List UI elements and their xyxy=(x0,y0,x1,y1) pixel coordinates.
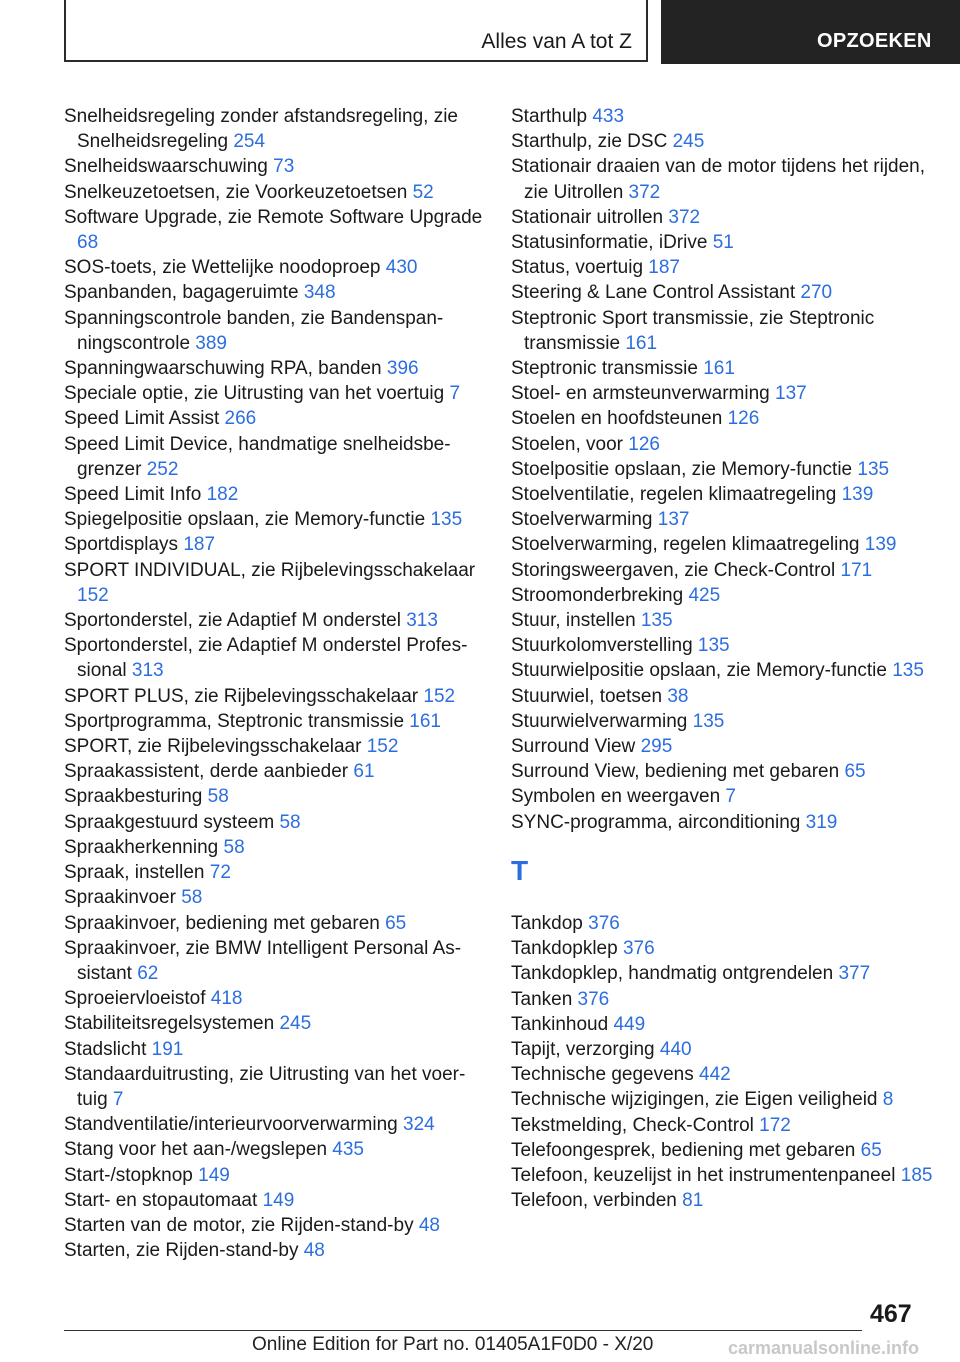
index-entry-text: Stoel- en armsteunverwarming xyxy=(511,383,775,405)
page-reference-link[interactable]: 139 xyxy=(864,534,897,556)
index-entry xyxy=(511,532,941,557)
page-reference-link[interactable]: 376 xyxy=(588,912,620,934)
page-reference-link[interactable]: 58 xyxy=(207,786,229,808)
index-entry xyxy=(64,1112,484,1137)
index-entry xyxy=(511,457,941,482)
index-entry-text: Speciale optie, zie Uitrusting van het voertuig xyxy=(64,383,450,405)
index-entry xyxy=(64,406,484,431)
index-entry-text: Stoelen, voor xyxy=(511,433,629,455)
index-entry-text: Start- en stopautomaat xyxy=(64,1189,263,1211)
index-entry xyxy=(64,860,484,885)
page-reference-link[interactable]: 319 xyxy=(805,811,838,833)
page-reference-link[interactable]: 266 xyxy=(224,408,257,430)
index-entry xyxy=(64,558,484,608)
page-reference-link[interactable]: 152 xyxy=(423,685,456,707)
index-entry-text: Spraakinvoer, zie BMW Intelligent Personal Assistant xyxy=(64,937,462,984)
index-entry-text: SPORT INDIVIDUAL, zie Rijbelevingsschakelaar xyxy=(64,559,476,581)
page-reference-link[interactable]: 135 xyxy=(640,610,673,632)
index-entry-text: Surround View, bediening met gebaren xyxy=(511,761,845,783)
index-entry xyxy=(64,306,484,356)
index-entry xyxy=(64,885,484,910)
index-entry xyxy=(511,558,941,583)
page-reference-link[interactable]: 81 xyxy=(682,1190,704,1212)
index-entry xyxy=(511,154,941,204)
index-entry-text: Spraakinvoer, bediening met gebaren xyxy=(64,912,386,934)
index-entry-text: Sportdisplays xyxy=(64,534,184,556)
index-entry-text: Telefoon, keuzelijst in het instrumentenpaneel xyxy=(511,1164,901,1186)
page-reference-link[interactable]: 372 xyxy=(628,181,661,203)
index-entry xyxy=(511,583,941,608)
index-entry-text: Stadslicht xyxy=(64,1038,152,1060)
index-entry-text: Stuur, instellen xyxy=(511,610,641,632)
page-reference-link[interactable]: 62 xyxy=(137,962,159,984)
index-entry xyxy=(64,784,484,809)
page-reference-link[interactable]: 137 xyxy=(657,509,690,531)
index-entry-text: Tapijt, verzorging xyxy=(511,1038,660,1060)
page-reference-link[interactable]: 440 xyxy=(659,1038,692,1060)
index-entry xyxy=(64,507,484,532)
index-entry-text: Sportprogramma, Steptronic transmissie xyxy=(64,710,410,732)
page-reference-link[interactable]: 182 xyxy=(206,484,239,506)
page-reference-link[interactable]: 58 xyxy=(181,887,203,909)
index-entry xyxy=(64,835,484,860)
page-reference-link[interactable]: 152 xyxy=(77,584,109,606)
index-entry xyxy=(64,280,484,305)
index-entry xyxy=(511,1012,941,1037)
index-entry xyxy=(64,180,484,205)
index-entry-text: Stationair draaien van de motor tijdens het rijden, zie Uitrollen xyxy=(511,156,926,203)
index-entry-text: Stoelverwarming xyxy=(511,509,658,531)
index-entry-text: Stoelverwarming, regelen klimaatregeling xyxy=(511,534,865,556)
page-reference-link[interactable]: 376 xyxy=(622,938,655,960)
index-entry xyxy=(511,709,941,734)
index-entry xyxy=(511,482,941,507)
index-entry-text: Stuurwielpositie opslaan, zie Memory-functie xyxy=(511,660,893,682)
index-entry-text: Standventilatie/interieurvoorverwarming xyxy=(64,1114,403,1136)
page-reference-link[interactable]: 449 xyxy=(613,1013,646,1035)
page-reference-link[interactable]: 377 xyxy=(838,963,871,985)
index-entry xyxy=(511,306,941,356)
index-entry-text: Technische gegevens xyxy=(511,1064,700,1086)
index-entry xyxy=(511,961,941,986)
index-entry xyxy=(64,532,484,557)
page-reference-link[interactable]: 58 xyxy=(223,836,245,858)
index-entry xyxy=(511,1163,941,1188)
index-entry-text: Speed Limit Info xyxy=(64,484,207,506)
index-entry-text: Snelkeuzetoetsen, zie Voorkeuzetoetsen xyxy=(64,181,413,203)
index-entry xyxy=(64,810,484,835)
index-entry xyxy=(511,734,941,759)
index-entry-text: Spraakinvoer xyxy=(64,887,182,909)
index-entry-text: Tankdopklep xyxy=(511,938,623,960)
page-reference-link[interactable]: 172 xyxy=(759,1114,791,1136)
index-entry-text: Sportonderstel, zie Adaptief M onderstel xyxy=(64,610,407,632)
index-entry-text: Stabiliteitsregelsystemen xyxy=(64,1013,280,1035)
index-entry-text: Stroomonderbreking xyxy=(511,584,689,606)
page-reference-link[interactable]: 433 xyxy=(592,106,625,127)
index-entry-text: Sproeiervloeistof xyxy=(64,988,211,1010)
index-entry-text: Stuurkolomverstelling xyxy=(511,635,698,657)
index-entry xyxy=(64,986,484,1011)
index-entry-text: Steering & Lane Control Assistant xyxy=(511,282,801,304)
index-entry xyxy=(511,784,941,809)
index-entry xyxy=(64,709,484,734)
index-entry-text: Snelheidsregeling zonder afstandsregeling, zie Snelheidsregeling xyxy=(64,106,458,153)
index-entry xyxy=(511,507,941,532)
index-entry-text: Technische wijzigingen, zie Eigen veiligheid xyxy=(511,1089,883,1111)
page-reference-link[interactable]: 7 xyxy=(112,1088,124,1110)
page-reference-link[interactable]: 8 xyxy=(882,1089,894,1111)
page-reference-link[interactable]: 187 xyxy=(183,534,216,556)
index-entry-text: Stationair uitrollen xyxy=(511,206,669,228)
index-entry-text: Tankdop xyxy=(511,912,589,934)
index-entry xyxy=(511,1113,941,1138)
page-reference-link[interactable]: 324 xyxy=(403,1114,435,1136)
index-entry xyxy=(511,633,941,658)
index-entry-text: Snelheidswaarschuwing xyxy=(64,156,274,178)
page-number: 467 xyxy=(870,1300,912,1328)
index-entry xyxy=(64,1011,484,1036)
page-reference-link[interactable]: 7 xyxy=(725,786,736,808)
index-entry xyxy=(511,1188,941,1213)
section-tab-label: Alles van A tot Z xyxy=(481,30,632,53)
section-tab[interactable] xyxy=(64,0,648,62)
page-reference-link[interactable]: 139 xyxy=(841,484,874,506)
page-reference-link[interactable]: 161 xyxy=(409,710,441,732)
index-entry-text: Surround View xyxy=(511,736,641,758)
index-entry xyxy=(64,759,484,784)
index-entry-text: Spraakherkenning xyxy=(64,836,224,858)
page-reference-link[interactable]: 152 xyxy=(366,736,399,758)
index-entry-text: Starten, zie Rijden-stand-by xyxy=(64,1240,304,1262)
index-entry-text: Tankdopklep, handmatig ontgrendelen xyxy=(511,963,839,985)
index-entry-text: Spraakgestuurd systeem xyxy=(64,811,280,833)
page-reference-link[interactable]: 396 xyxy=(386,358,419,380)
index-entry xyxy=(511,684,941,709)
page-reference-link[interactable]: 418 xyxy=(210,988,243,1010)
page-reference-link[interactable]: 372 xyxy=(668,206,701,228)
index-entry-text: SOS-toets, zie Wettelijke noodoproep xyxy=(64,257,386,279)
page-reference-link[interactable]: 430 xyxy=(385,257,418,279)
index-entry-text: Tanken xyxy=(511,988,578,1010)
index-entry xyxy=(511,936,941,961)
index-entry-text: Starten van de motor, zie Rijden-stand-by xyxy=(64,1214,419,1236)
index-entry xyxy=(511,230,941,255)
index-entry-text: Spiegelpositie opslaan, zie Memory-functie xyxy=(64,509,431,531)
page-reference-link[interactable]: 376 xyxy=(577,988,610,1010)
index-entry xyxy=(511,205,941,230)
page-reference-link[interactable]: 38 xyxy=(667,685,689,707)
page-reference-link[interactable]: 389 xyxy=(195,332,227,354)
index-entry xyxy=(64,734,484,759)
page-reference-link[interactable]: 48 xyxy=(303,1240,325,1262)
page-reference-link[interactable]: 72 xyxy=(209,862,231,884)
index-entry xyxy=(511,255,941,280)
index-entry-text: Symbolen en weergaven xyxy=(511,786,726,808)
page-reference-link[interactable]: 185 xyxy=(900,1164,933,1186)
index-entry xyxy=(64,911,484,936)
index-entry xyxy=(511,810,941,835)
page-reference-link[interactable]: 425 xyxy=(688,584,721,606)
page-reference-link[interactable]: 51 xyxy=(712,232,734,254)
page-reference-link[interactable]: 65 xyxy=(844,761,866,783)
index-entry xyxy=(64,1037,484,1062)
index-entry xyxy=(511,432,941,457)
page-reference-link[interactable]: 313 xyxy=(131,660,164,682)
page-reference-link[interactable]: 135 xyxy=(697,635,730,657)
index-entry-text: SPORT, zie Rijbelevingsschakelaar xyxy=(64,736,367,758)
index-entry xyxy=(511,406,941,431)
index-entry xyxy=(64,482,484,507)
index-entry xyxy=(511,987,941,1012)
index-entry xyxy=(64,205,484,255)
page-reference-link[interactable]: 68 xyxy=(77,232,99,254)
index-entry-text: Start-/stopknop xyxy=(64,1164,199,1186)
page-reference-link[interactable]: 61 xyxy=(353,761,375,783)
page-reference-link[interactable]: 65 xyxy=(385,912,407,934)
index-group-t xyxy=(511,911,941,1213)
page-reference-link[interactable]: 126 xyxy=(727,408,760,430)
index-entry-text: SPORT PLUS, zie Rijbelevingsschakelaar xyxy=(64,685,424,707)
page-reference-link[interactable]: 171 xyxy=(840,559,873,581)
search-tab[interactable] xyxy=(661,0,960,64)
page-reference-link[interactable]: 161 xyxy=(625,332,658,354)
page-reference-link[interactable]: 295 xyxy=(640,736,673,758)
page-reference-link[interactable]: 135 xyxy=(892,660,924,682)
page-reference-link[interactable]: 245 xyxy=(279,1013,312,1035)
index-entry-text: SYNC-programma, airconditioning xyxy=(511,811,806,833)
index-entry-text: Stang voor het aan-/wegslepen xyxy=(64,1139,333,1161)
page-reference-link[interactable]: 149 xyxy=(262,1189,295,1211)
index-entry xyxy=(64,381,484,406)
page-reference-link[interactable]: 313 xyxy=(406,610,438,632)
index-entry-text: Stuurwielverwarming xyxy=(511,710,693,732)
index-entry-text: Starthulp, zie DSC xyxy=(511,131,673,153)
index-column-left xyxy=(64,104,484,1263)
index-entry-text: Storingsweergaven, zie Check-Control xyxy=(511,559,841,581)
watermark-logo: carmanualsonline.info xyxy=(728,1338,920,1358)
index-entry-text: Starthulp xyxy=(511,106,593,127)
index-entry xyxy=(511,658,941,683)
footer-edition-text: Online Edition for Part no. 01405A1F0D0 - X/20 xyxy=(252,1334,654,1355)
page-reference-link[interactable]: 73 xyxy=(273,156,295,178)
index-entry-text: Spanningscontrole banden, zie Bandenspanningscontrole xyxy=(64,307,444,354)
page-reference-link[interactable]: 137 xyxy=(775,383,807,405)
page-reference-link[interactable]: 135 xyxy=(430,509,463,531)
index-group-s xyxy=(511,104,941,835)
index-entry xyxy=(64,104,484,154)
index-entry-text: Standaarduitrusting, zie Uitrusting van het voertuig xyxy=(64,1063,466,1110)
index-entry xyxy=(64,1188,484,1213)
index-entry-text: Telefoon, verbinden xyxy=(511,1190,683,1212)
page-reference-link[interactable]: 149 xyxy=(198,1164,230,1186)
index-entry xyxy=(64,608,484,633)
footer-divider xyxy=(64,1330,862,1331)
page-header xyxy=(0,0,960,66)
index-entry xyxy=(511,759,941,784)
index-entry-text: Spanbanden, bagageruimte xyxy=(64,282,304,304)
index-column-right xyxy=(511,104,941,1213)
page-reference-link[interactable]: 245 xyxy=(672,131,705,153)
index-entry-text: Speed Limit Device, handmatige snelheidsbegrenzer xyxy=(64,433,451,480)
index-entry xyxy=(64,1213,484,1238)
index-entry xyxy=(64,1137,484,1162)
page-reference-link[interactable]: 58 xyxy=(279,811,301,833)
page-reference-link[interactable]: 52 xyxy=(412,181,434,203)
index-entry xyxy=(64,936,484,986)
page-reference-link[interactable]: 442 xyxy=(699,1064,731,1086)
index-entry-text: Spraak, instellen xyxy=(64,862,210,884)
index-entry-text: Statusinformatie, iDrive xyxy=(511,232,713,254)
page-reference-link[interactable]: 270 xyxy=(800,282,833,304)
index-entry xyxy=(511,608,941,633)
page-reference-link[interactable]: 435 xyxy=(332,1139,364,1161)
index-entry-text: Tankinhoud xyxy=(511,1013,614,1035)
page-reference-link[interactable]: 48 xyxy=(418,1214,440,1236)
page-reference-link[interactable]: 135 xyxy=(692,710,725,732)
index-entry xyxy=(511,1087,941,1112)
index-entry xyxy=(511,381,941,406)
index-entry-text: Tekstmelding, Check-Control xyxy=(511,1114,760,1136)
index-entry xyxy=(511,1138,941,1163)
index-entry-text: Steptronic Sport transmissie, zie Steptronic transmissie xyxy=(511,307,875,354)
index-entry xyxy=(64,1163,484,1188)
index-entry xyxy=(64,1062,484,1112)
page-reference-link[interactable]: 7 xyxy=(449,383,461,405)
index-entry-text: Stuurwiel, toetsen xyxy=(511,685,668,707)
index-entry xyxy=(511,129,941,154)
index-entry xyxy=(64,432,484,482)
index-entry xyxy=(511,356,941,381)
index-entry-text: Spraakbesturing xyxy=(64,786,208,808)
index-entry-text: Sportonderstel, zie Adaptief M onderstel Professional xyxy=(64,635,468,682)
index-entry xyxy=(511,104,941,129)
page-reference-link[interactable]: 135 xyxy=(857,458,890,480)
index-entry-text: Stoelpositie opslaan, zie Memory-functie xyxy=(511,458,858,480)
page-reference-link[interactable]: 191 xyxy=(151,1038,184,1060)
page-reference-link[interactable]: 187 xyxy=(648,257,680,279)
page-reference-link[interactable]: 65 xyxy=(860,1139,882,1161)
index-entry xyxy=(64,356,484,381)
index-entry-text: Spraakassistent, derde aanbieder xyxy=(64,761,354,783)
search-tab-label: OPZOEKEN xyxy=(817,30,932,52)
index-entry xyxy=(511,1037,941,1062)
index-entry-text: Stoelen en hoofdsteunen xyxy=(511,408,728,430)
index-entry xyxy=(64,154,484,179)
index-entry xyxy=(64,684,484,709)
index-entry-text: Speed Limit Assist xyxy=(64,408,225,430)
index-entry xyxy=(511,911,941,936)
page-reference-link[interactable]: 161 xyxy=(703,358,735,380)
index-entry-text: Stoelventilatie, regelen klimaatregeling xyxy=(511,484,842,506)
page-reference-link[interactable]: 254 xyxy=(233,131,266,153)
page-reference-link[interactable]: 348 xyxy=(303,282,336,304)
page-reference-link[interactable]: 126 xyxy=(628,433,660,455)
index-entry-text: Spanningwaarschuwing RPA, banden xyxy=(64,358,387,380)
page-reference-link[interactable]: 252 xyxy=(146,458,179,480)
index-entry xyxy=(511,280,941,305)
index-entry xyxy=(64,1238,484,1263)
index-entry xyxy=(64,633,484,683)
section-letter: T xyxy=(511,854,529,886)
index-entry-text: Telefoongesprek, bediening met gebaren xyxy=(511,1139,861,1161)
index-entry-text: Status, voertuig xyxy=(511,257,649,279)
index-entry xyxy=(511,1062,941,1087)
index-entry xyxy=(64,255,484,280)
index-entry-text: Steptronic transmissie xyxy=(511,358,704,380)
index-entry-text: Software Upgrade, zie Remote Software Upgrade xyxy=(64,206,483,228)
